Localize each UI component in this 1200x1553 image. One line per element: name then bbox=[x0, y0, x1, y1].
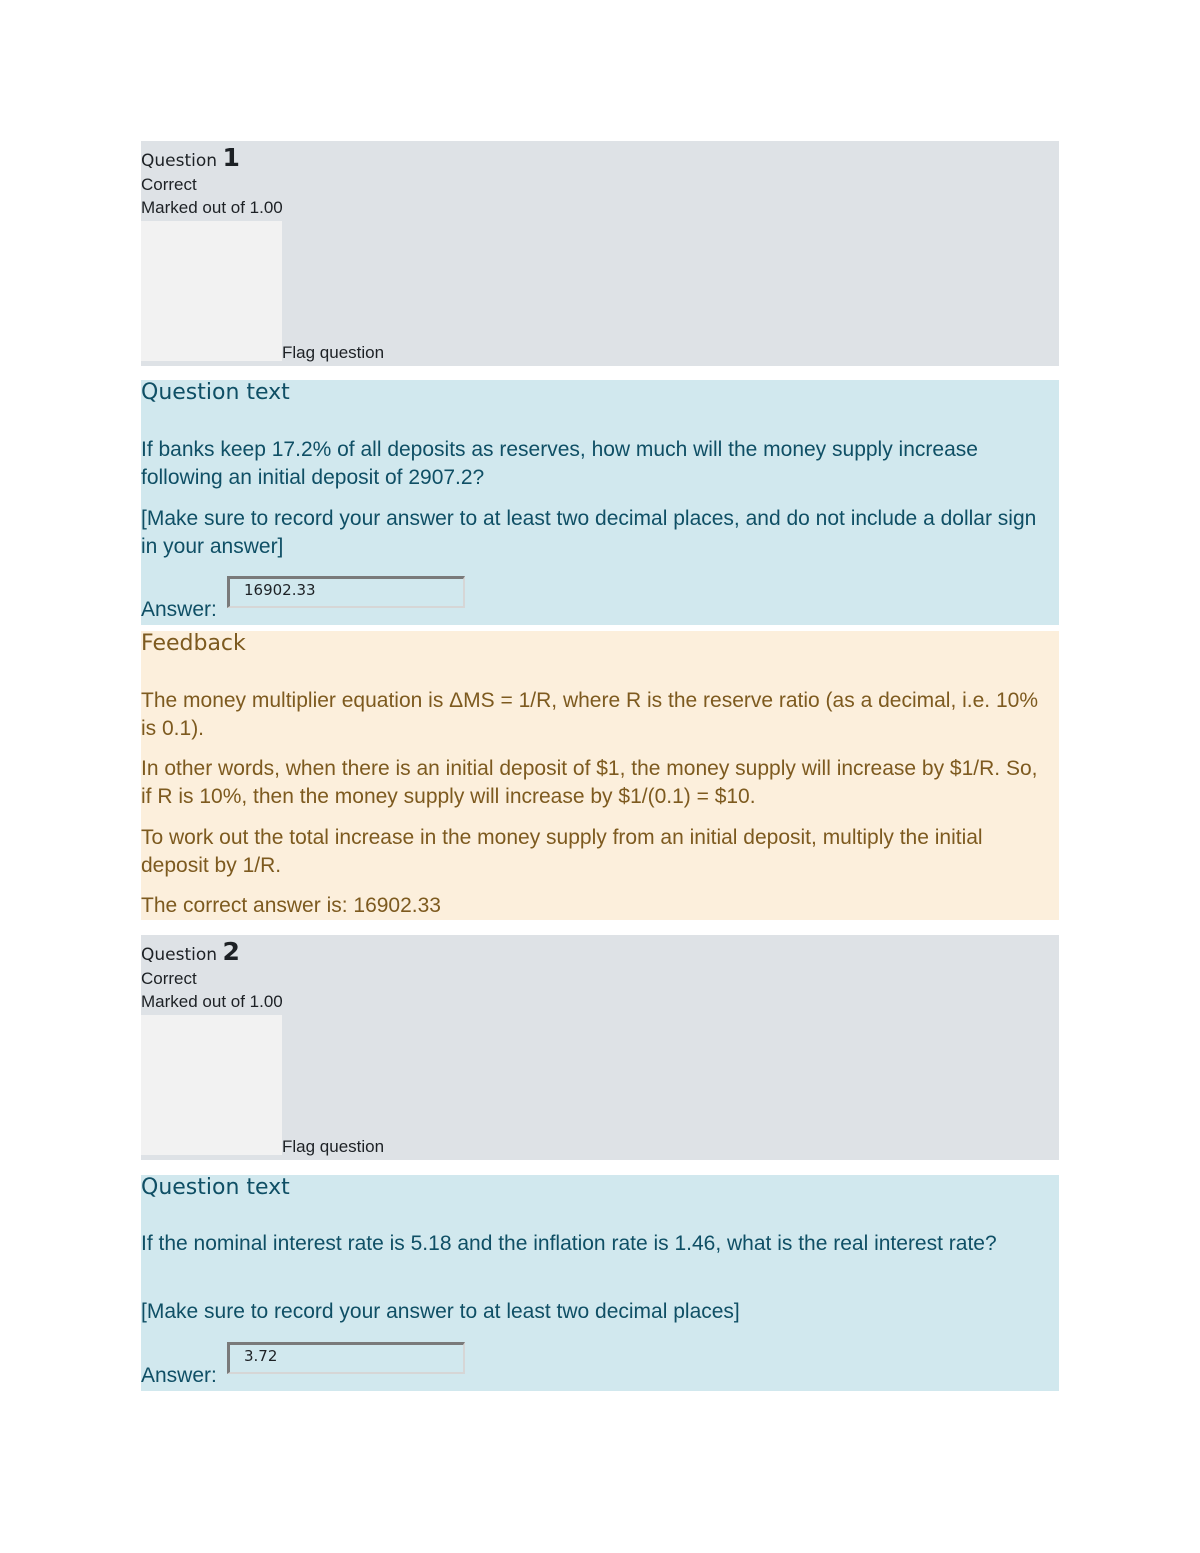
question-1-heading bbox=[141, 143, 240, 172]
answer-label: Answer: bbox=[141, 598, 217, 621]
question-instruction: [Make sure to record your answer to at least two decimal places, and do not include a dollar sign in your answer] bbox=[141, 507, 1037, 558]
question-heading-prefix: Question bbox=[141, 945, 218, 965]
question-text-title: Question text bbox=[141, 380, 290, 405]
question-state: Correct bbox=[141, 969, 197, 988]
question-2-formulation bbox=[141, 1175, 1059, 1391]
answer-input[interactable]: 16902.33 bbox=[227, 576, 465, 608]
feedback-paragraph: In other words, when there is an initial deposit of $1, the money supply will increase by $1/R. So, if R is 10%, then the money supply will increase by $1/(0.1) = $10. bbox=[141, 757, 1038, 808]
question-number: 2 bbox=[222, 937, 240, 966]
question-2-info bbox=[141, 935, 1059, 1160]
flag-icon[interactable] bbox=[141, 221, 282, 361]
flag-question-link[interactable]: Flag question bbox=[282, 343, 385, 362]
question-1-feedback bbox=[141, 631, 1059, 920]
feedback-paragraph: To work out the total increase in the money supply from an initial deposit, multiply the initial deposit by 1/R. bbox=[141, 826, 983, 877]
question-instruction: [Make sure to record your answer to at least two decimal places] bbox=[141, 1300, 740, 1323]
question-grade: Marked out of 1.00 bbox=[141, 992, 283, 1011]
question-number: 1 bbox=[222, 143, 240, 172]
question-1-formulation bbox=[141, 380, 1059, 625]
question-grade: Marked out of 1.00 bbox=[141, 198, 283, 217]
question-1-info bbox=[141, 141, 1059, 366]
correct-answer-text: The correct answer is: 16902.33 bbox=[141, 894, 441, 917]
question-prompt: If the nominal interest rate is 5.18 and the inflation rate is 1.46, what is the real interest rate? bbox=[141, 1232, 997, 1255]
flag-icon[interactable] bbox=[141, 1015, 282, 1155]
question-text-title: Question text bbox=[141, 1175, 290, 1200]
flag-question-link[interactable]: Flag question bbox=[282, 1137, 385, 1156]
feedback-paragraph: The money multiplier equation is ΔMS = 1/R, where R is the reserve ratio (as a decimal, i.e. 10% is 0.1). bbox=[141, 689, 1038, 740]
question-state: Correct bbox=[141, 175, 197, 194]
answer-label: Answer: bbox=[141, 1364, 217, 1387]
question-heading-prefix: Question bbox=[141, 151, 218, 171]
question-2-heading bbox=[141, 937, 240, 966]
answer-input[interactable]: 3.72 bbox=[227, 1342, 465, 1374]
question-prompt: If banks keep 17.2% of all deposits as reserves, how much will the money supply increase following an initial deposit of 2907.2? bbox=[141, 438, 978, 489]
feedback-title: Feedback bbox=[141, 631, 246, 656]
